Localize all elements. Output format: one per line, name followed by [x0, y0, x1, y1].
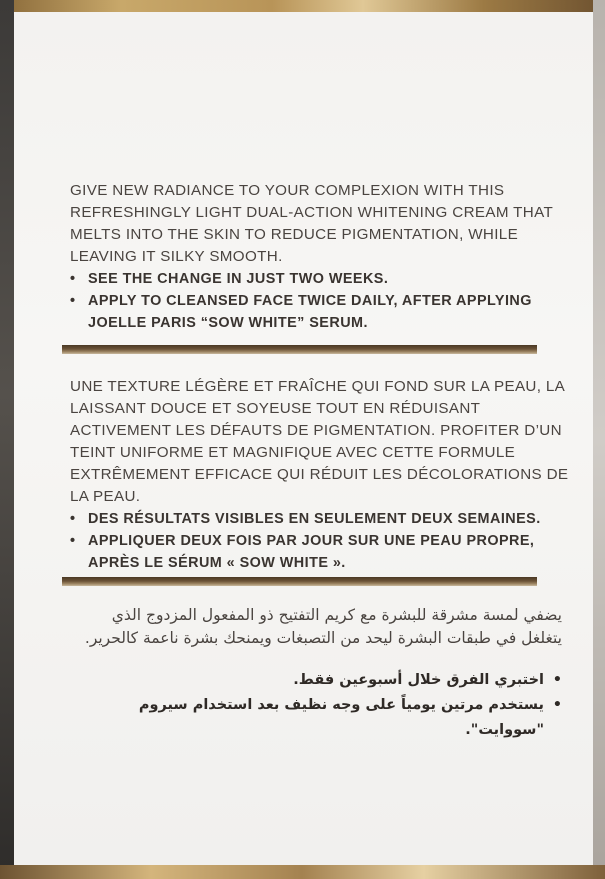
english-section	[70, 180, 570, 334]
section-divider-2	[62, 577, 537, 586]
english-bullet-list	[70, 268, 570, 334]
english-description: GIVE NEW RADIANCE TO YOUR COMPLEXION WITH THIS REFRESHINGLY LIGHT DUAL-ACTION WHITENING CREAM THAT MELTS INTO THE SKIN TO REDUCE PIGMENTATION, WHILE LEAVING IT SILKY SMOOTH.	[70, 182, 553, 265]
arabic-section	[80, 604, 562, 743]
arabic-description: يضفي لمسة مشرقة للبشرة مع كريم التفتيح ذو المفعول المزدوج الذي يتغلغل في طبقات البشرة ليحد من التصبغات ويمنحك بشرة ناعمة كالحرير.	[84, 606, 562, 647]
dark-frame-left	[0, 0, 14, 879]
english-bullet-1: • SEE THE CHANGE IN JUST TWO WEEKS.	[70, 268, 570, 290]
gold-frame-bottom	[0, 865, 605, 879]
english-bullet-2: • APPLY TO CLEANSED FACE TWICE DAILY, AFTER APPLYING JOELLE PARIS “SOW WHITE” SERUM.	[70, 290, 570, 334]
french-section	[70, 376, 570, 574]
arabic-bullet-list	[80, 668, 562, 743]
arabic-bullet-1: • اختبري الفرق خلال أسبوعين فقط.	[80, 668, 562, 693]
french-bullet-1: • DES RÉSULTATS VISIBLES EN SEULEMENT DEUX SEMAINES.	[70, 508, 570, 530]
gold-frame-top	[0, 0, 605, 12]
french-bullet-list	[70, 508, 570, 574]
section-divider-1	[62, 345, 537, 354]
french-bullet-2: • APPLIQUER DEUX FOIS PAR JOUR SUR UNE PEAU PROPRE, APRÈS LE SÉRUM « SOW WHITE ».	[70, 530, 570, 574]
french-description: UNE TEXTURE LÉGÈRE ET FRAÎCHE QUI FOND SUR LA PEAU, LA LAISSANT DOUCE ET SOYEUSE TOUT EN RÉDUISANT ACTIVEMENT LES DÉFAUTS DE PIGMENTATION. PROFITER D’UN TEINT UNIFORME ET MAGNIFIQUE AVEC CETTE FORMULE EXTRÊMEMENT EFFICACE QUI RÉDUIT LES DÉCOLORATIONS DE LA PEAU.	[70, 378, 569, 505]
frame-right	[593, 0, 605, 879]
arabic-bullet-2: • يستخدم مرتين يومياً على وجه نظيف بعد استخدام سيروم "سووايت".	[80, 693, 562, 743]
